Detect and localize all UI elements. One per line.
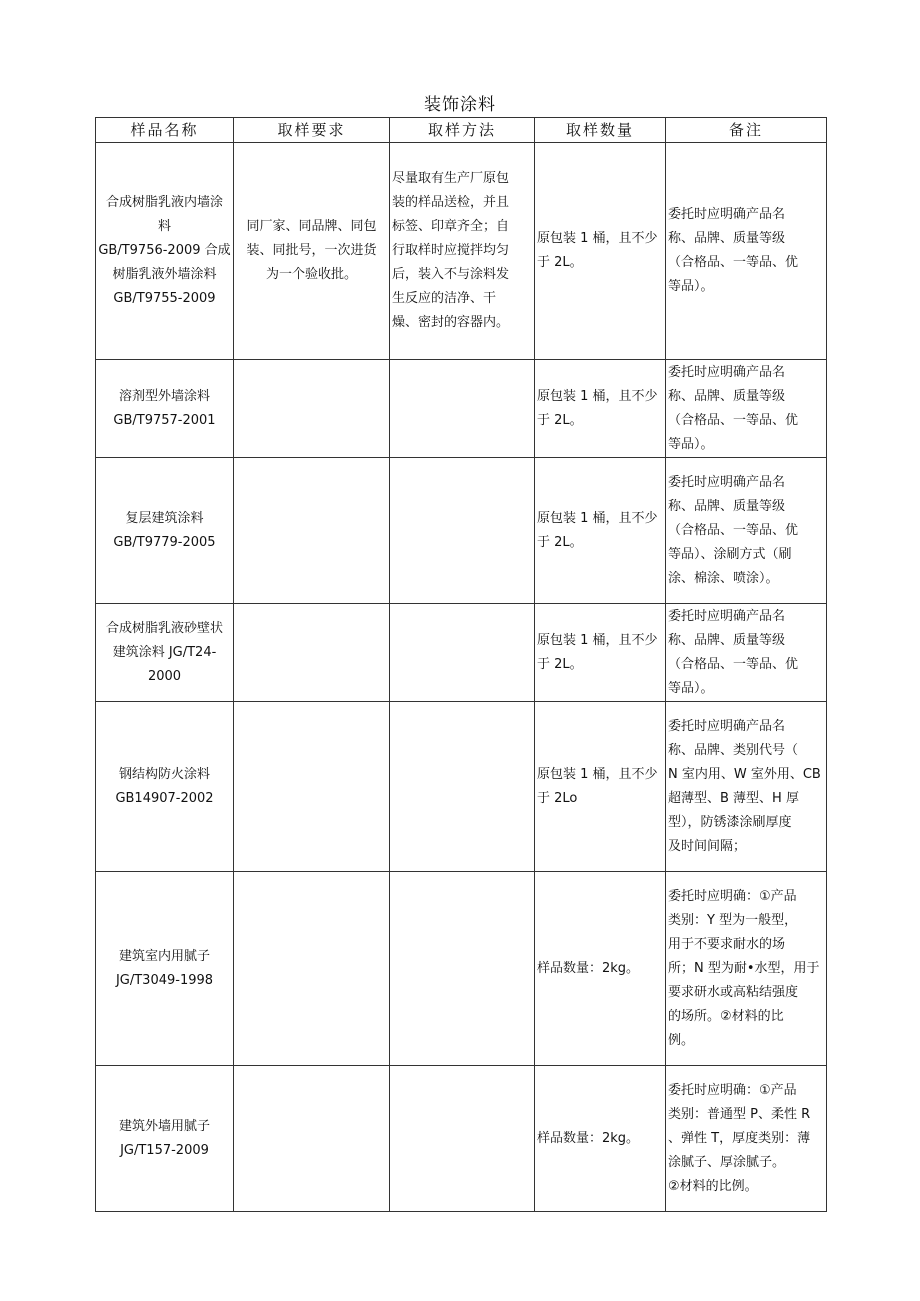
name-line: GB/T9756-2009 合成 <box>98 243 231 258</box>
cell-requirement <box>234 1066 390 1212</box>
cell-name <box>96 143 234 360</box>
cell-quantity <box>535 360 666 458</box>
note-line: 等品）。 <box>668 279 714 294</box>
cell-name <box>96 1066 234 1212</box>
method-line: 后，装入不与涂料发 <box>392 267 510 282</box>
quantity-line: 于 2Lo <box>537 790 578 806</box>
cell-quantity <box>535 458 666 604</box>
note-line: 及时间间隔； <box>668 838 747 854</box>
cell-note <box>666 872 827 1066</box>
quantity-line: 原包装 1 桶，且不少 <box>537 510 658 526</box>
cell-name <box>96 458 234 604</box>
cell-name <box>96 360 234 458</box>
name-line: JG/T157-2009 <box>120 1142 209 1158</box>
header-row <box>96 118 827 143</box>
requirement-line: 同厂家、同品牌、同包 <box>246 219 377 234</box>
note-line: （合格品、一等品、优 <box>668 656 799 672</box>
table-row <box>96 872 827 1066</box>
cell-method <box>390 458 535 604</box>
cell-method <box>390 360 535 458</box>
note-line: 涂、棉涂、喷涂）。 <box>668 570 779 586</box>
name-line: GB/T9779-2005 <box>113 534 216 550</box>
name-line: GB/T9757-2001 <box>113 412 216 428</box>
quantity-line: 原包装 1 桶，且不少 <box>537 766 658 782</box>
cell-note <box>666 458 827 604</box>
note-line: 要求研水或高粘结强度 <box>668 984 799 1000</box>
requirement-line: 为一个验收批。 <box>265 267 357 282</box>
note-line: （合格品、一等品、优 <box>668 412 799 428</box>
cell-quantity <box>535 604 666 702</box>
cell-note <box>666 604 827 702</box>
note-line: （合格品、一等品、优 <box>668 255 799 270</box>
name-line: 建筑室内用腻子 <box>118 948 210 964</box>
note-line: 用于不要求耐水的场 <box>668 936 786 952</box>
sampling-table <box>95 117 827 1212</box>
name-line: 树脂乳液外墙涂料 <box>112 267 217 282</box>
cell-note <box>666 143 827 360</box>
name-line: 合成树脂乳液砂壁状 <box>105 620 223 636</box>
note-line: 委托时应明确产品名 <box>668 207 786 222</box>
note-line: 称、品牌、质量等级 <box>668 498 786 514</box>
cell-method <box>390 143 535 360</box>
table-row <box>96 143 827 360</box>
quantity-line: 原包装 1 桶，且不少 <box>537 388 658 404</box>
quantity-line: 样品数量：2kg。 <box>537 1130 640 1146</box>
cell-method <box>390 604 535 702</box>
header-note: 备注 <box>666 118 827 143</box>
note-line: 委托时应明确产品名 <box>668 474 786 490</box>
cell-requirement <box>234 458 390 604</box>
method-line: 装的样品送检，并且 <box>392 195 510 210</box>
cell-method <box>390 702 535 872</box>
cell-quantity <box>535 702 666 872</box>
cell-requirement <box>234 872 390 1066</box>
name-line: 建筑涂料 JG/T24- <box>112 644 217 660</box>
quantity-line: 原包装 1 桶，且不少 <box>537 231 658 246</box>
quantity-line: 于 2L。 <box>537 534 583 550</box>
note-line: 称、品牌、质量等级 <box>668 388 786 404</box>
cell-requirement <box>234 143 390 360</box>
name-line: 2000 <box>147 668 182 684</box>
note-line: 等品）。 <box>668 680 714 696</box>
name-line: 复层建筑涂料 <box>125 510 204 526</box>
header-method: 取样方法 <box>390 118 535 143</box>
cell-name <box>96 604 234 702</box>
quantity-line: 于 2L。 <box>537 412 583 428</box>
cell-note <box>666 1066 827 1212</box>
note-line: 的场所。②材料的比 <box>668 1008 784 1024</box>
note-line: 委托时应明确产品名 <box>668 608 786 624</box>
note-line: 类别：普通型 P、柔性 R <box>668 1106 811 1122</box>
name-line: 溶剂型外墙涂料 <box>118 388 210 404</box>
note-line: N 室内用、W 室外用、CB <box>668 766 821 782</box>
note-line: 委托时应明确产品名 <box>668 364 786 380</box>
cell-note <box>666 360 827 458</box>
quantity-line: 于 2L。 <box>537 255 583 270</box>
note-line: 型），防锈漆涂刷厚度 <box>668 814 792 830</box>
name-line: 合成树脂乳液内墙涂 <box>105 195 223 210</box>
note-line: 委托时应明确：①产品 <box>668 1082 797 1098</box>
note-line: ②材料的比例。 <box>668 1178 758 1194</box>
note-line: 委托时应明确：①产品 <box>668 888 797 904</box>
note-line: （合格品、一等品、优 <box>668 522 799 538</box>
table-row <box>96 702 827 872</box>
note-line: 超薄型、B 薄型、H 厚 <box>668 790 799 806</box>
cell-name <box>96 872 234 1066</box>
name-line: 钢结构防火涂料 <box>118 766 210 782</box>
method-line: 标签、印章齐全；自 <box>392 219 510 234</box>
note-line: 称、品牌、质量等级 <box>668 231 786 246</box>
page-title: 装饰涂料 <box>424 95 496 115</box>
name-line: GB/T9755-2009 <box>113 291 216 306</box>
note-line: 等品）。 <box>668 436 714 452</box>
cell-method <box>390 1066 535 1212</box>
name-line: 料 <box>157 219 171 234</box>
cell-requirement <box>234 702 390 872</box>
table-row <box>96 604 827 702</box>
method-line: 燥、密封的容器内。 <box>392 315 510 330</box>
requirement-line: 装、同批号，一次进货 <box>246 243 377 258</box>
header-quantity: 取样数量 <box>535 118 666 143</box>
note-line: 涂腻子、厚涂腻子。 <box>668 1154 786 1170</box>
cell-quantity <box>535 1066 666 1212</box>
cell-requirement <box>234 604 390 702</box>
note-line: 例。 <box>668 1032 695 1048</box>
quantity-line: 原包装 1 桶，且不少 <box>537 632 658 648</box>
note-line: 称、品牌、质量等级 <box>668 632 786 648</box>
name-line: GB14907-2002 <box>115 790 214 806</box>
note-line: 称、品牌、类别代号（ <box>668 742 799 758</box>
table-row <box>96 1066 827 1212</box>
table-row <box>96 360 827 458</box>
method-line: 尽量取有生产厂原包 <box>392 171 510 186</box>
note-line: 等品）、涂刷方式（刷 <box>668 546 792 562</box>
header-requirement: 取样要求 <box>234 118 390 143</box>
name-line: JG/T3049-1998 <box>115 972 214 988</box>
note-line: 所；N 型为耐•水型，用于 <box>668 960 820 976</box>
table-row <box>96 458 827 604</box>
cell-note <box>666 702 827 872</box>
method-line: 生反应的洁净、干 <box>392 291 497 306</box>
note-line: 、弹性 T，厚度类别：薄 <box>668 1130 811 1146</box>
cell-quantity <box>535 143 666 360</box>
header-sample-name: 样品名称 <box>96 118 234 143</box>
cell-requirement <box>234 360 390 458</box>
quantity-line: 于 2L。 <box>537 656 583 672</box>
note-line: 委托时应明确产品名 <box>668 718 786 734</box>
cell-name <box>96 702 234 872</box>
method-line: 行取样时应搅拌均匀 <box>392 243 510 258</box>
note-line: 类别：Y 型为一般型， <box>668 912 798 928</box>
quantity-line: 样品数量：2kg。 <box>537 960 640 976</box>
cell-quantity <box>535 872 666 1066</box>
cell-method <box>390 872 535 1066</box>
name-line: 建筑外墙用腻子 <box>118 1118 210 1134</box>
